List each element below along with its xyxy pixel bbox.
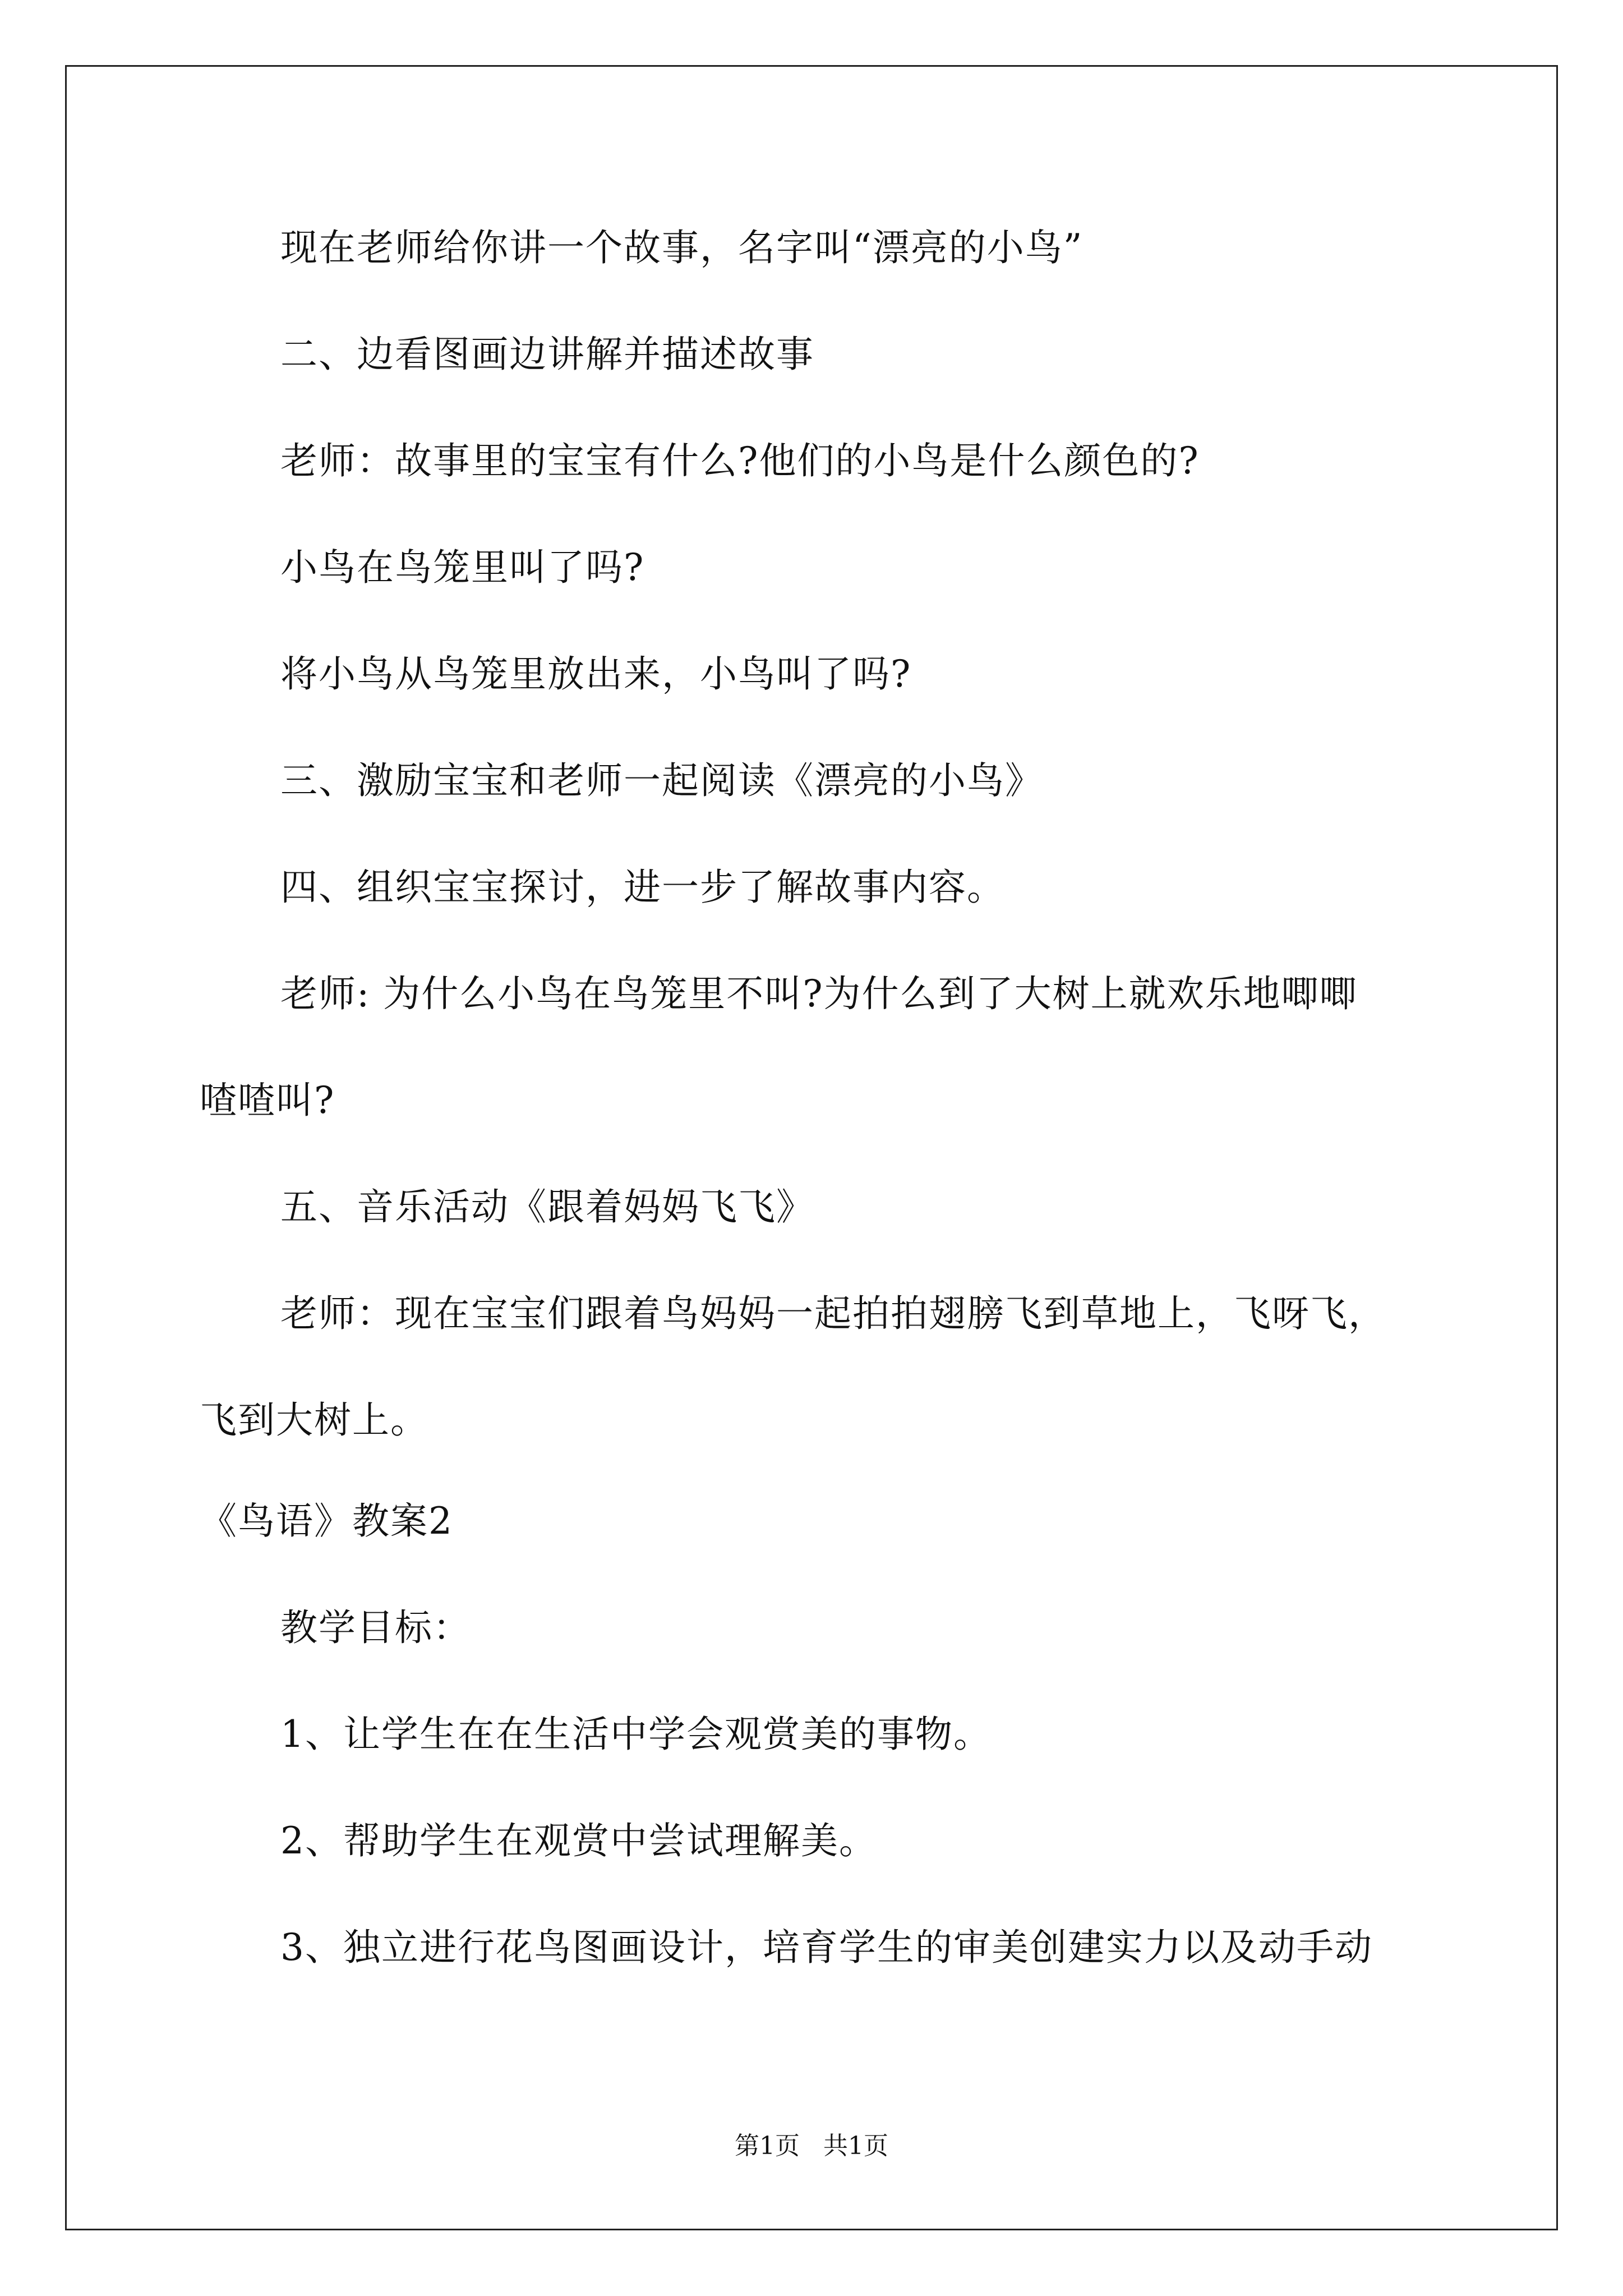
paragraph-goal-3: 3、独立进行花鸟图画设计，培育学生的审美创建实力以及动手动: [280, 1926, 1373, 1969]
paragraph-teacher-question-1: 老师：故事里的宝宝有什么?他们的小鸟是什么颜色的?: [280, 439, 1200, 482]
paragraph-teaching-goals: 教学目标：: [280, 1606, 471, 1649]
section-heading: 《鸟语》教案2: [200, 1499, 453, 1543]
paragraph-goal-2: 2、帮助学生在观赏中尝试理解美。: [280, 1819, 877, 1862]
paragraph-teacher-activity-cont: 飞到大树上。: [200, 1398, 428, 1442]
paragraph-teacher-activity: 老师：现在宝宝们跟着鸟妈妈一起拍拍翅膀飞到草地上，飞呀飞，: [280, 1292, 1386, 1335]
paragraph-goal-1: 1、让学生在在生活中学会观赏美的事物。: [280, 1713, 992, 1756]
page-footer: 第1页 共1页: [735, 2132, 888, 2160]
paragraph-step-five: 五、音乐活动《跟着妈妈飞飞》: [280, 1185, 814, 1228]
paragraph-question-release: 将小鸟从鸟笼里放出来，小鸟叫了吗?: [280, 652, 912, 696]
paragraph-teacher-question-2-cont: 喳喳叫?: [200, 1079, 335, 1122]
paragraph-teacher-question-2: 老师: 为什么小鸟在鸟笼里不叫?为什么到了大树上就欢乐地唧唧: [280, 972, 1358, 1015]
paragraph-story-intro: 现在老师给你讲一个故事，名字叫“漂亮的小鸟”: [280, 226, 1083, 269]
paragraph-step-three: 三、激励宝宝和老师一起阅读《漂亮的小鸟》: [280, 759, 1043, 802]
paragraph-question-cage: 小鸟在鸟笼里叫了吗?: [280, 546, 645, 589]
paragraph-step-two: 二、边看图画边讲解并描述故事: [280, 333, 814, 376]
page-border: [65, 65, 1558, 2230]
paragraph-step-four: 四、组织宝宝探讨，进一步了解故事内容。: [280, 866, 1005, 909]
